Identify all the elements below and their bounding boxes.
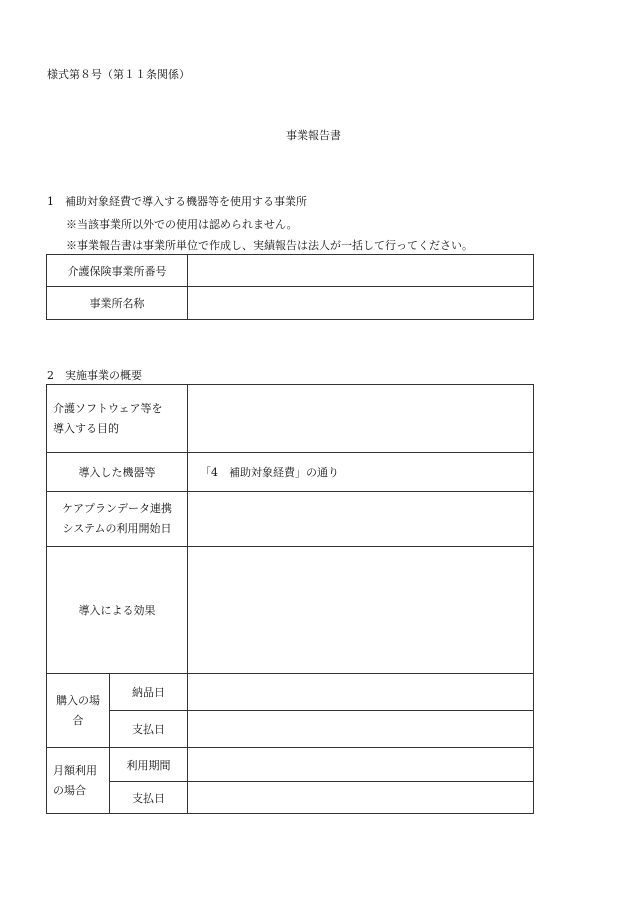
table-row — [47, 287, 534, 320]
purchase-label-line1: 購入の場 — [56, 693, 100, 707]
table-row — [47, 711, 534, 748]
purpose-label-line1: 介護ソフトウェア等を — [53, 401, 163, 415]
office-number-label: 介護保険事業所番号 — [47, 255, 188, 287]
careplan-label-line1: ケアプランデータ連携 — [62, 502, 172, 515]
careplan-label-line2: システムの利用開始日 — [62, 522, 172, 535]
purchase-label-line2: 合 — [72, 713, 84, 727]
purpose-label — [47, 385, 188, 453]
section1-note-usage: ※当該事業所以外での使用は認められません。 — [66, 218, 298, 231]
office-name-field[interactable] — [188, 287, 534, 320]
table-row — [47, 453, 534, 492]
office-number-field[interactable] — [188, 255, 534, 287]
careplan-label — [47, 492, 188, 547]
equipment-label: 導入した機器等 — [47, 453, 188, 492]
section2-heading: 2 実施事業の概要 — [47, 369, 142, 382]
table-row — [47, 255, 534, 287]
monthly-label — [47, 748, 110, 814]
purchase-label — [47, 674, 110, 748]
form-number: 様式第８号（第１１条関係） — [47, 68, 190, 81]
purpose-label-line2: 導入する目的 — [53, 421, 119, 435]
office-table — [46, 254, 534, 320]
delivery-date-field[interactable] — [188, 674, 534, 711]
overview-table — [46, 384, 534, 814]
monthly-payment-field[interactable] — [188, 782, 534, 814]
page-title: 事業報告書 — [286, 129, 341, 142]
office-name-label: 事業所名称 — [47, 287, 188, 320]
usage-period-field[interactable] — [188, 748, 534, 782]
equipment-field[interactable]: 「4 補助対象経費」の通り — [188, 453, 534, 492]
section1-heading: 1 補助対象経費で導入する機器等を使用する事業所 — [47, 195, 307, 208]
payment-date-label: 支払日 — [110, 711, 188, 748]
table-row — [47, 674, 534, 711]
table-row — [47, 547, 534, 674]
careplan-start-field[interactable] — [188, 492, 534, 547]
monthly-label-line2: の場合 — [53, 783, 86, 797]
section1-note-report: ※事業報告書は事業所単位で作成し、実績報告は法人が一括して行ってください。 — [66, 239, 473, 252]
table-row — [47, 385, 534, 453]
table-row — [47, 782, 534, 814]
monthly-label-line1: 月額利用 — [53, 763, 97, 777]
purpose-field[interactable] — [188, 385, 534, 453]
usage-period-label: 利用期間 — [110, 748, 188, 782]
payment-date-field[interactable] — [188, 711, 534, 748]
delivery-date-label: 納品日 — [110, 674, 188, 711]
table-row — [47, 492, 534, 547]
table-row — [47, 748, 534, 782]
effect-label: 導入による効果 — [47, 547, 188, 674]
effect-field[interactable] — [188, 547, 534, 674]
monthly-payment-label: 支払日 — [110, 782, 188, 814]
